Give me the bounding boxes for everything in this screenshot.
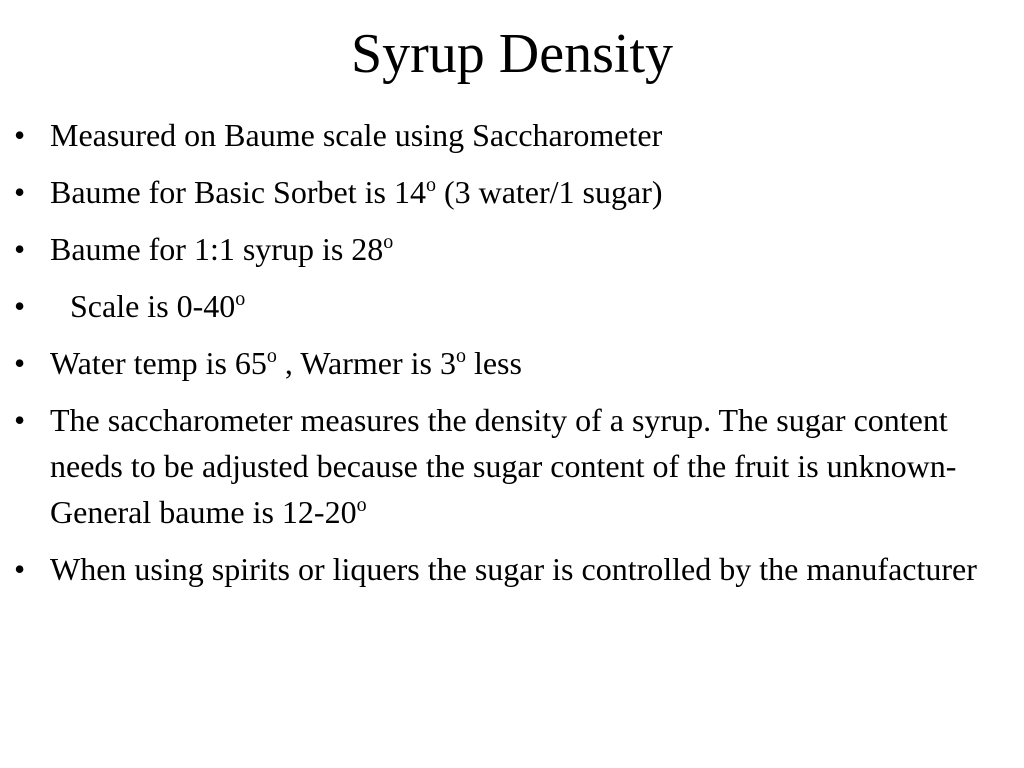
bullet-icon: • — [14, 288, 26, 324]
bullet-list — [14, 112, 1014, 603]
bullet-item-spirits — [14, 546, 1014, 592]
bullet-text: Baume for Basic Sorbet is 14 — [50, 174, 426, 210]
bullet-icon: • — [14, 551, 26, 587]
bullet-icon: • — [14, 174, 26, 210]
bullet-text: Baume for 1:1 syrup is 28 — [50, 231, 384, 267]
bullet-text-end: less — [465, 345, 522, 381]
bullet-icon: • — [14, 117, 26, 153]
bullet-text-continued: , Warmer is 3 — [276, 345, 456, 381]
bullet-item-water-temp — [14, 340, 1014, 386]
bullet-text: Water temp is 65 — [50, 345, 267, 381]
bullet-text: Measured on Baume scale using Saccharometer — [50, 117, 663, 153]
bullet-text: The saccharometer measures the density of a syrup. The sugar content needs to be adjusted because the sugar content of the fruit is unknown-General baume is 12-20 — [50, 402, 957, 530]
bullet-text: Scale is 0-40 — [70, 288, 236, 324]
degree-superscript: o — [455, 345, 466, 367]
bullet-item-baume-scale — [14, 112, 1014, 158]
degree-superscript: o — [425, 174, 436, 196]
bullet-text: When using spirits or liquers the sugar is controlled by the manufacturer — [50, 551, 977, 587]
degree-superscript: o — [266, 345, 277, 367]
bullet-item-basic-sorbet — [14, 169, 1014, 215]
bullet-icon: • — [14, 345, 26, 381]
bullet-text-continued: (3 water/1 sugar) — [435, 174, 663, 210]
slide-title: Syrup Density — [351, 23, 673, 85]
degree-superscript: o — [383, 231, 394, 253]
degree-superscript: o — [235, 288, 246, 310]
bullet-item-one-to-one-syrup — [14, 226, 1014, 272]
degree-superscript: o — [356, 494, 367, 516]
bullet-item-scale-range — [14, 283, 1014, 329]
bullet-icon: • — [14, 402, 26, 438]
bullet-icon: • — [14, 231, 26, 267]
bullet-item-saccharometer — [14, 397, 1014, 535]
